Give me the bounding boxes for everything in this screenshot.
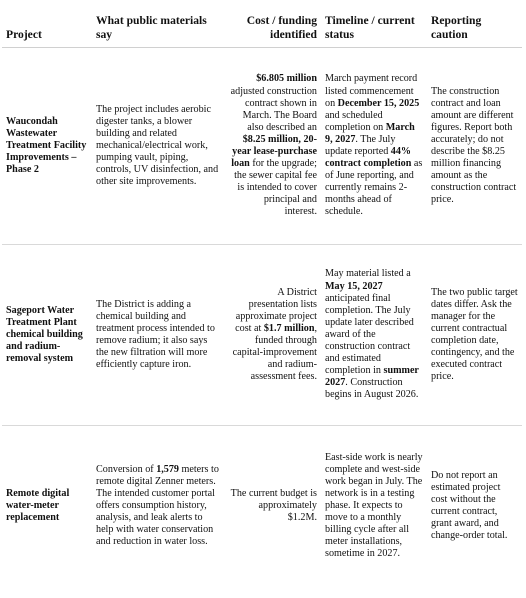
- project-name: Remote digital water-meter replacement: [2, 426, 92, 587]
- cost-amount: $6.805 million: [256, 73, 317, 85]
- timeline-text: anticipated final completion. The July update later described award of the construction contract and estimated completion in: [325, 292, 414, 377]
- cost-amount: $1.7 million: [263, 322, 315, 334]
- timeline-text: March payment record listed commencement on: [325, 73, 418, 109]
- timeline-text: . Construction begins in August 2026.: [325, 377, 419, 401]
- timeline-text: and scheduled completion on: [325, 109, 386, 133]
- cost-text: for the upgrade; the sewer capital fee is intended to cover principal and interest.: [234, 158, 317, 218]
- caution-cell: Do not report an estimated project cost without the current contract, grant award, and change-order total.: [427, 426, 522, 587]
- estimated-completion: summer 2027: [325, 365, 419, 389]
- cost-text: A District presentation lists approximate project cost at: [235, 286, 317, 334]
- timeline-cell: East-side work is nearly complete and west-side work began in July. The network is in a testing phase. It expects to move to a monthly billing cycle after all meter installations, sometime in 2027.: [321, 426, 427, 587]
- loan-amount: $8.25 million, 20-year lease-purchase loan: [231, 133, 317, 170]
- timeline-text: May material listed a: [325, 268, 411, 280]
- caution-cell: The construction contract and loan amount are different figures. Report both accurately; do not describe the $8.25 million financing amount as the construction contract price.: [427, 48, 522, 245]
- timeline-text: as of June reporting, and currently remains 2-months ahead of schedule.: [325, 158, 423, 218]
- timeline-cell: [321, 245, 427, 426]
- cost-cell: [226, 245, 321, 426]
- header-cost: Cost / funding identified: [226, 10, 321, 48]
- table-row: [2, 48, 522, 245]
- materials-text: Conversion of: [96, 463, 157, 475]
- materials-cell: The District is adding a chemical building and treatment process intended to remove radium; it also says the new filtration will more efficiently capture iron.: [92, 245, 226, 426]
- cost-text: adjusted construction contract shown in March. The Board also described an: [230, 85, 317, 133]
- header-row: [2, 10, 522, 48]
- table-row: [2, 426, 522, 587]
- header-caution: Reporting caution: [427, 10, 522, 48]
- target-date: May 15, 2027: [325, 280, 383, 292]
- header-materials: What public materials say: [92, 10, 226, 48]
- project-name: Waucondah Wastewater Treatment Facility Improvements – Phase 2: [2, 48, 92, 245]
- start-date: December 15, 2025: [337, 97, 420, 109]
- caution-cell: The two public target dates differ. Ask the manager for the current contractual completion date, contingency, and the executed contract price.: [427, 245, 522, 426]
- materials-text: meters to remote digital Zenner meters. The intended customer portal offers consumption history, analysis, and leak alerts to help with water conservation and reduction in water loss.: [96, 463, 219, 548]
- completion-percent: 44% contract completion: [325, 146, 412, 170]
- table-row: [2, 245, 522, 426]
- cost-text: , funded through capital-improvement and radium-assessment fees.: [232, 322, 317, 383]
- meter-count: 1,579: [156, 463, 179, 475]
- projects-table: [2, 10, 522, 586]
- timeline-text: . The July update reported: [325, 133, 396, 157]
- cost-cell: [226, 48, 321, 245]
- cost-cell: The current budget is approximately $1.2M.: [226, 426, 321, 587]
- timeline-cell: [321, 48, 427, 245]
- project-name: Sageport Water Treatment Plant chemical building and radium-removal system: [2, 245, 92, 426]
- header-timeline: Timeline / current status: [321, 10, 427, 48]
- materials-cell: The project includes aerobic digester tanks, a blower building and related mechanical/electrical work, pumping vault, piping, controls, UV disinfection, and other site improvements.: [92, 48, 226, 245]
- end-date: March 9, 2027: [325, 121, 415, 145]
- header-project: Project: [2, 10, 92, 48]
- materials-cell: [92, 426, 226, 587]
